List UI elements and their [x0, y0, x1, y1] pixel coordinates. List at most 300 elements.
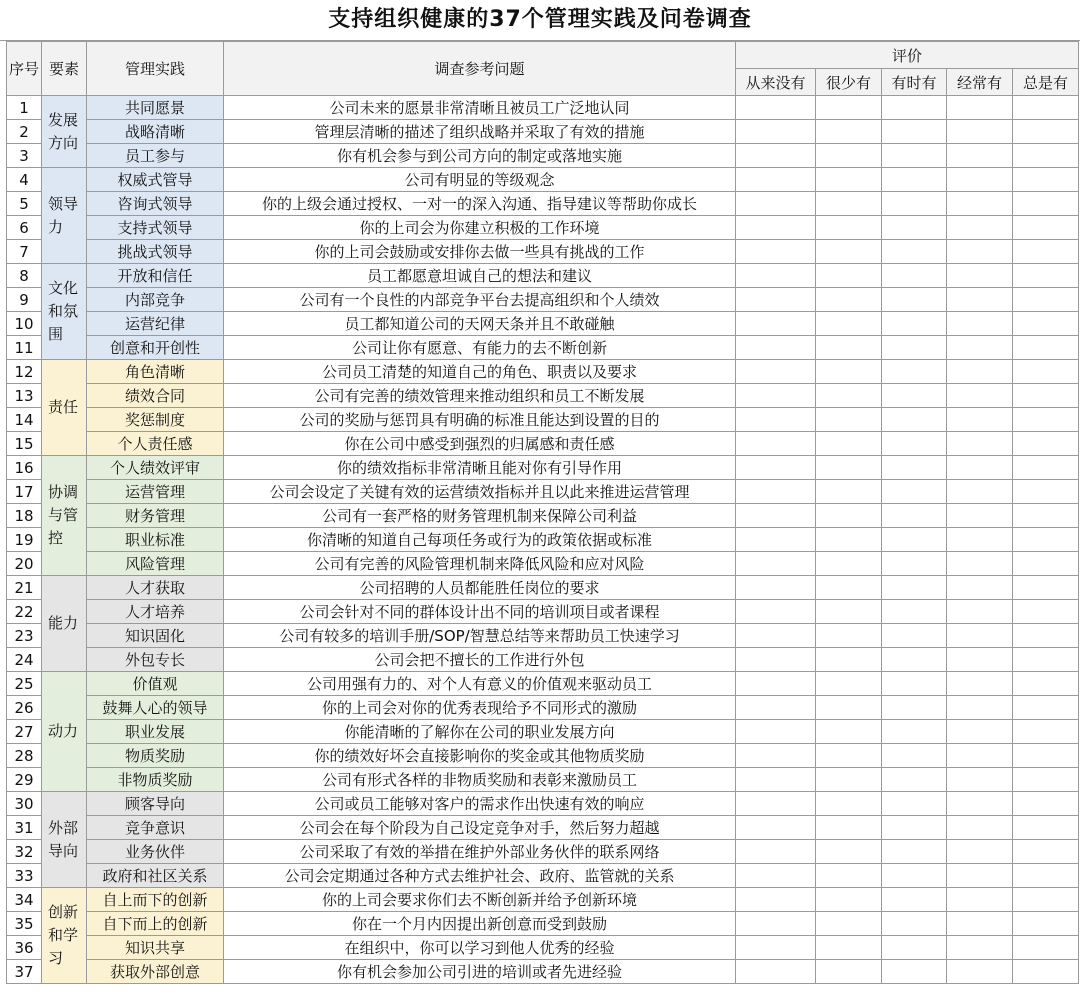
- rating-cell-always[interactable]: [1013, 384, 1079, 408]
- rating-cell-always[interactable]: [1013, 96, 1079, 120]
- rating-cell-never[interactable]: [736, 360, 816, 384]
- rating-cell-always[interactable]: [1013, 312, 1079, 336]
- survey-question: 公司会设定了关键有效的运营绩效指标并且以此来推进运营管理: [224, 480, 736, 504]
- rating-cell-sometimes[interactable]: [882, 240, 947, 264]
- rating-cell-sometimes[interactable]: [882, 720, 947, 744]
- table-row: [7, 720, 1079, 744]
- rating-cell-often[interactable]: [947, 192, 1013, 216]
- row-number: 31: [7, 816, 42, 840]
- rating-cell-sometimes[interactable]: [882, 960, 947, 984]
- row-number: 28: [7, 744, 42, 768]
- header-rating-never: 从来没有: [736, 69, 816, 96]
- header-rating: 评价: [736, 42, 1079, 69]
- rating-cell-always[interactable]: [1013, 792, 1079, 816]
- rating-cell-never[interactable]: [736, 120, 816, 144]
- management-practice: 个人责任感: [87, 432, 224, 456]
- table-row: [7, 288, 1079, 312]
- rating-cell-sometimes[interactable]: [882, 336, 947, 360]
- rating-cell-never[interactable]: [736, 288, 816, 312]
- row-number: 4: [7, 168, 42, 192]
- rating-cell-always[interactable]: [1013, 120, 1079, 144]
- rating-cell-sometimes[interactable]: [882, 456, 947, 480]
- survey-question: 你有机会参与到公司方向的制定或落地实施: [224, 144, 736, 168]
- survey-question: 公司有完善的绩效管理来推动组织和员工不断发展: [224, 384, 736, 408]
- management-practice: 自上而下的创新: [87, 888, 224, 912]
- rating-cell-often[interactable]: [947, 408, 1013, 432]
- row-number: 17: [7, 480, 42, 504]
- rating-cell-never[interactable]: [736, 792, 816, 816]
- row-number: 6: [7, 216, 42, 240]
- rating-cell-never[interactable]: [736, 456, 816, 480]
- rating-cell-sometimes[interactable]: [882, 432, 947, 456]
- rating-cell-always[interactable]: [1013, 696, 1079, 720]
- rating-cell-sometimes[interactable]: [882, 792, 947, 816]
- table-row: [7, 168, 1079, 192]
- management-practice: 外包专长: [87, 648, 224, 672]
- survey-question: 你的上司会对你的优秀表现给予不同形式的激励: [224, 696, 736, 720]
- rating-cell-often[interactable]: [947, 528, 1013, 552]
- rating-cell-often[interactable]: [947, 600, 1013, 624]
- row-number: 8: [7, 264, 42, 288]
- rating-cell-often[interactable]: [947, 432, 1013, 456]
- rating-cell-sometimes[interactable]: [882, 312, 947, 336]
- management-practice: 获取外部创意: [87, 960, 224, 984]
- table-row: [7, 960, 1079, 984]
- management-practice: 绩效合同: [87, 384, 224, 408]
- rating-cell-always[interactable]: [1013, 360, 1079, 384]
- management-practice: 顾客导向: [87, 792, 224, 816]
- rating-cell-never[interactable]: [736, 504, 816, 528]
- rating-cell-sometimes[interactable]: [882, 504, 947, 528]
- rating-cell-never[interactable]: [736, 624, 816, 648]
- survey-question: 公司会定期通过各种方式去维护社会、政府、监管就的关系: [224, 864, 736, 888]
- row-number: 24: [7, 648, 42, 672]
- element-category: 协调与管控: [42, 456, 87, 576]
- rating-cell-rarely[interactable]: [816, 120, 882, 144]
- header-rating-often: 经常有: [947, 69, 1013, 96]
- survey-question: 你的上司会要求你们去不断创新并给予创新环境: [224, 888, 736, 912]
- rating-cell-sometimes[interactable]: [882, 120, 947, 144]
- rating-cell-sometimes[interactable]: [882, 672, 947, 696]
- table-row: [7, 864, 1079, 888]
- row-number: 2: [7, 120, 42, 144]
- rating-cell-often[interactable]: [947, 624, 1013, 648]
- management-practice: 内部竞争: [87, 288, 224, 312]
- survey-question: 在组织中，你可以学习到他人优秀的经验: [224, 936, 736, 960]
- rating-cell-always[interactable]: [1013, 624, 1079, 648]
- rating-cell-often[interactable]: [947, 840, 1013, 864]
- rating-cell-never[interactable]: [736, 264, 816, 288]
- rating-cell-often[interactable]: [947, 120, 1013, 144]
- row-number: 18: [7, 504, 42, 528]
- rating-cell-never[interactable]: [736, 744, 816, 768]
- rating-cell-rarely[interactable]: [816, 432, 882, 456]
- rating-cell-always[interactable]: [1013, 672, 1079, 696]
- rating-cell-rarely[interactable]: [816, 480, 882, 504]
- element-category: 动力: [42, 672, 87, 792]
- rating-cell-always[interactable]: [1013, 288, 1079, 312]
- rating-cell-never[interactable]: [736, 168, 816, 192]
- rating-cell-rarely[interactable]: [816, 912, 882, 936]
- rating-cell-never[interactable]: [736, 96, 816, 120]
- rating-cell-never[interactable]: [736, 552, 816, 576]
- rating-cell-never[interactable]: [736, 720, 816, 744]
- management-practice: 职业发展: [87, 720, 224, 744]
- rating-cell-always[interactable]: [1013, 192, 1079, 216]
- management-practice: 共同愿景: [87, 96, 224, 120]
- rating-cell-sometimes[interactable]: [882, 216, 947, 240]
- survey-question: 你在公司中感受到强烈的归属感和责任感: [224, 432, 736, 456]
- management-practice: 知识固化: [87, 624, 224, 648]
- rating-cell-often[interactable]: [947, 552, 1013, 576]
- rating-cell-always[interactable]: [1013, 912, 1079, 936]
- rating-cell-rarely[interactable]: [816, 840, 882, 864]
- table-row: [7, 312, 1079, 336]
- rating-cell-always[interactable]: [1013, 888, 1079, 912]
- rating-cell-sometimes[interactable]: [882, 96, 947, 120]
- rating-cell-often[interactable]: [947, 672, 1013, 696]
- survey-question: 你能清晰的了解你在公司的职业发展方向: [224, 720, 736, 744]
- rating-cell-always[interactable]: [1013, 456, 1079, 480]
- element-category: 外部导向: [42, 792, 87, 888]
- rating-cell-never[interactable]: [736, 576, 816, 600]
- rating-cell-often[interactable]: [947, 96, 1013, 120]
- rating-cell-rarely[interactable]: [816, 456, 882, 480]
- row-number: 1: [7, 96, 42, 120]
- management-practice: 业务伙伴: [87, 840, 224, 864]
- rating-cell-always[interactable]: [1013, 168, 1079, 192]
- rating-cell-never[interactable]: [736, 600, 816, 624]
- management-practice: 知识共享: [87, 936, 224, 960]
- rating-cell-always[interactable]: [1013, 408, 1079, 432]
- rating-cell-sometimes[interactable]: [882, 744, 947, 768]
- rating-cell-always[interactable]: [1013, 144, 1079, 168]
- rating-cell-never[interactable]: [736, 960, 816, 984]
- rating-cell-sometimes[interactable]: [882, 192, 947, 216]
- rating-cell-always[interactable]: [1013, 840, 1079, 864]
- survey-question: 你在一个月内因提出新创意而受到鼓励: [224, 912, 736, 936]
- table-row: [7, 240, 1079, 264]
- row-number: 29: [7, 768, 42, 792]
- rating-cell-sometimes[interactable]: [882, 888, 947, 912]
- survey-question: 公司的奖励与惩罚具有明确的标准且能达到设置的目的: [224, 408, 736, 432]
- element-category: 创新和学习: [42, 888, 87, 984]
- rating-cell-sometimes[interactable]: [882, 288, 947, 312]
- table-row: [7, 432, 1079, 456]
- rating-cell-sometimes[interactable]: [882, 600, 947, 624]
- row-number: 15: [7, 432, 42, 456]
- rating-cell-often[interactable]: [947, 456, 1013, 480]
- rating-cell-rarely[interactable]: [816, 696, 882, 720]
- header-element: 要素: [42, 42, 87, 96]
- rating-cell-rarely[interactable]: [816, 600, 882, 624]
- rating-cell-rarely[interactable]: [816, 816, 882, 840]
- rating-cell-rarely[interactable]: [816, 264, 882, 288]
- rating-cell-rarely[interactable]: [816, 768, 882, 792]
- rating-cell-rarely[interactable]: [816, 168, 882, 192]
- table-row: [7, 696, 1079, 720]
- row-number: 3: [7, 144, 42, 168]
- page-title: 支持组织健康的37个管理实践及问卷调查: [0, 0, 1080, 41]
- rating-cell-sometimes[interactable]: [882, 576, 947, 600]
- rating-cell-always[interactable]: [1013, 240, 1079, 264]
- rating-cell-often[interactable]: [947, 768, 1013, 792]
- rating-cell-sometimes[interactable]: [882, 936, 947, 960]
- management-practice: 员工参与: [87, 144, 224, 168]
- rating-cell-often[interactable]: [947, 576, 1013, 600]
- rating-cell-sometimes[interactable]: [882, 696, 947, 720]
- rating-cell-rarely[interactable]: [816, 360, 882, 384]
- rating-cell-sometimes[interactable]: [882, 384, 947, 408]
- survey-question: 公司未来的愿景非常清晰且被员工广泛地认同: [224, 96, 736, 120]
- rating-cell-never[interactable]: [736, 192, 816, 216]
- rating-cell-always[interactable]: [1013, 480, 1079, 504]
- table-row: [7, 936, 1079, 960]
- rating-cell-never[interactable]: [736, 768, 816, 792]
- rating-cell-often[interactable]: [947, 936, 1013, 960]
- row-number: 33: [7, 864, 42, 888]
- management-practice: 创意和开创性: [87, 336, 224, 360]
- management-practice: 价值观: [87, 672, 224, 696]
- rating-cell-rarely[interactable]: [816, 312, 882, 336]
- rating-cell-rarely[interactable]: [816, 504, 882, 528]
- rating-cell-never[interactable]: [736, 432, 816, 456]
- rating-cell-often[interactable]: [947, 384, 1013, 408]
- management-practice: 战略清晰: [87, 120, 224, 144]
- rating-cell-often[interactable]: [947, 864, 1013, 888]
- table-row: [7, 744, 1079, 768]
- row-number: 9: [7, 288, 42, 312]
- table-header: [7, 42, 1079, 96]
- rating-cell-never[interactable]: [736, 408, 816, 432]
- header-rating-rarely: 很少有: [816, 69, 882, 96]
- rating-cell-often[interactable]: [947, 264, 1013, 288]
- rating-cell-sometimes[interactable]: [882, 528, 947, 552]
- row-number: 14: [7, 408, 42, 432]
- rating-cell-sometimes[interactable]: [882, 552, 947, 576]
- survey-question: 你的上司会为你建立积极的工作环境: [224, 216, 736, 240]
- rating-cell-rarely[interactable]: [816, 408, 882, 432]
- row-number: 27: [7, 720, 42, 744]
- rating-cell-often[interactable]: [947, 888, 1013, 912]
- rating-cell-often[interactable]: [947, 504, 1013, 528]
- rating-cell-often[interactable]: [947, 960, 1013, 984]
- rating-cell-always[interactable]: [1013, 816, 1079, 840]
- rating-cell-never[interactable]: [736, 312, 816, 336]
- rating-cell-sometimes[interactable]: [882, 864, 947, 888]
- rating-cell-rarely[interactable]: [816, 792, 882, 816]
- rating-cell-rarely[interactable]: [816, 96, 882, 120]
- rating-cell-often[interactable]: [947, 792, 1013, 816]
- rating-cell-always[interactable]: [1013, 552, 1079, 576]
- rating-cell-sometimes[interactable]: [882, 840, 947, 864]
- rating-cell-often[interactable]: [947, 816, 1013, 840]
- management-practice: 职业标准: [87, 528, 224, 552]
- table-row: [7, 600, 1079, 624]
- row-number: 32: [7, 840, 42, 864]
- rating-cell-sometimes[interactable]: [882, 624, 947, 648]
- rating-cell-always[interactable]: [1013, 576, 1079, 600]
- rating-cell-rarely[interactable]: [816, 960, 882, 984]
- rating-cell-sometimes[interactable]: [882, 480, 947, 504]
- rating-cell-never[interactable]: [736, 216, 816, 240]
- table-row: [7, 624, 1079, 648]
- rating-cell-never[interactable]: [736, 864, 816, 888]
- rating-cell-always[interactable]: [1013, 648, 1079, 672]
- rating-cell-never[interactable]: [736, 672, 816, 696]
- rating-cell-often[interactable]: [947, 312, 1013, 336]
- row-number: 22: [7, 600, 42, 624]
- element-category: 文化和氛围: [42, 264, 87, 360]
- rating-cell-rarely[interactable]: [816, 336, 882, 360]
- rating-cell-never[interactable]: [736, 240, 816, 264]
- rating-cell-sometimes[interactable]: [882, 144, 947, 168]
- rating-cell-always[interactable]: [1013, 720, 1079, 744]
- rating-cell-never[interactable]: [736, 696, 816, 720]
- rating-cell-always[interactable]: [1013, 960, 1079, 984]
- rating-cell-rarely[interactable]: [816, 936, 882, 960]
- rating-cell-often[interactable]: [947, 336, 1013, 360]
- rating-cell-never[interactable]: [736, 936, 816, 960]
- rating-cell-always[interactable]: [1013, 744, 1079, 768]
- table-row: [7, 528, 1079, 552]
- row-number: 19: [7, 528, 42, 552]
- rating-cell-rarely[interactable]: [816, 744, 882, 768]
- rating-cell-rarely[interactable]: [816, 384, 882, 408]
- rating-cell-never[interactable]: [736, 840, 816, 864]
- survey-question: 公司招聘的人员都能胜任岗位的要求: [224, 576, 736, 600]
- rating-cell-never[interactable]: [736, 336, 816, 360]
- management-practice: 支持式领导: [87, 216, 224, 240]
- rating-cell-always[interactable]: [1013, 864, 1079, 888]
- rating-cell-rarely[interactable]: [816, 648, 882, 672]
- management-practice: 角色清晰: [87, 360, 224, 384]
- rating-cell-rarely[interactable]: [816, 240, 882, 264]
- rating-cell-often[interactable]: [947, 288, 1013, 312]
- rating-cell-always[interactable]: [1013, 432, 1079, 456]
- rating-cell-rarely[interactable]: [816, 144, 882, 168]
- row-number: 10: [7, 312, 42, 336]
- management-practice: 奖惩制度: [87, 408, 224, 432]
- management-practice: 财务管理: [87, 504, 224, 528]
- rating-cell-often[interactable]: [947, 360, 1013, 384]
- table-row: [7, 408, 1079, 432]
- management-practice: 政府和社区关系: [87, 864, 224, 888]
- rating-cell-sometimes[interactable]: [882, 768, 947, 792]
- table-row: [7, 552, 1079, 576]
- management-practice: 人才培养: [87, 600, 224, 624]
- rating-cell-sometimes[interactable]: [882, 816, 947, 840]
- rating-cell-never[interactable]: [736, 912, 816, 936]
- table-row: [7, 360, 1079, 384]
- survey-question: 公司有一套严格的财务管理机制来保障公司利益: [224, 504, 736, 528]
- rating-cell-always[interactable]: [1013, 768, 1079, 792]
- rating-cell-rarely[interactable]: [816, 216, 882, 240]
- rating-cell-rarely[interactable]: [816, 576, 882, 600]
- management-practice: 权威式管导: [87, 168, 224, 192]
- survey-question: 你的上级会通过授权、一对一的深入沟通、指导建议等帮助你成长: [224, 192, 736, 216]
- rating-cell-rarely[interactable]: [816, 528, 882, 552]
- table-row: [7, 144, 1079, 168]
- rating-cell-rarely[interactable]: [816, 720, 882, 744]
- rating-cell-sometimes[interactable]: [882, 360, 947, 384]
- rating-cell-often[interactable]: [947, 216, 1013, 240]
- row-number: 23: [7, 624, 42, 648]
- rating-cell-rarely[interactable]: [816, 552, 882, 576]
- table-row: [7, 792, 1079, 816]
- rating-cell-never[interactable]: [736, 648, 816, 672]
- rating-cell-rarely[interactable]: [816, 672, 882, 696]
- rating-cell-never[interactable]: [736, 144, 816, 168]
- rating-cell-sometimes[interactable]: [882, 168, 947, 192]
- rating-cell-always[interactable]: [1013, 216, 1079, 240]
- rating-cell-never[interactable]: [736, 528, 816, 552]
- rating-cell-never[interactable]: [736, 480, 816, 504]
- rating-cell-often[interactable]: [947, 912, 1013, 936]
- rating-cell-always[interactable]: [1013, 600, 1079, 624]
- survey-question: 你有机会参加公司引进的培训或者先进经验: [224, 960, 736, 984]
- rating-cell-never[interactable]: [736, 384, 816, 408]
- survey-question: 你清晰的知道自己每项任务或行为的政策依据或标准: [224, 528, 736, 552]
- rating-cell-often[interactable]: [947, 720, 1013, 744]
- header-rating-sometimes: 有时有: [882, 69, 947, 96]
- rating-cell-always[interactable]: [1013, 264, 1079, 288]
- survey-question: 你的绩效指标非常清晰且能对你有引导作用: [224, 456, 736, 480]
- row-number: 11: [7, 336, 42, 360]
- rating-cell-never[interactable]: [736, 816, 816, 840]
- survey-question: 员工都知道公司的天网天条并且不敢碰触: [224, 312, 736, 336]
- rating-cell-always[interactable]: [1013, 336, 1079, 360]
- table-row: [7, 336, 1079, 360]
- row-number: 36: [7, 936, 42, 960]
- rating-cell-never[interactable]: [736, 888, 816, 912]
- rating-cell-rarely[interactable]: [816, 864, 882, 888]
- rating-cell-sometimes[interactable]: [882, 264, 947, 288]
- rating-cell-rarely[interactable]: [816, 288, 882, 312]
- rating-cell-rarely[interactable]: [816, 624, 882, 648]
- table-row: [7, 672, 1079, 696]
- rating-cell-often[interactable]: [947, 648, 1013, 672]
- rating-cell-rarely[interactable]: [816, 192, 882, 216]
- survey-question: 你的上司会鼓励或安排你去做一些具有挑战的工作: [224, 240, 736, 264]
- table-row: [7, 384, 1079, 408]
- rating-cell-sometimes[interactable]: [882, 912, 947, 936]
- row-number: 30: [7, 792, 42, 816]
- survey-question: 公司采取了有效的举措在维护外部业务伙伴的联系网络: [224, 840, 736, 864]
- rating-cell-often[interactable]: [947, 144, 1013, 168]
- row-number: 37: [7, 960, 42, 984]
- management-practice: 人才获取: [87, 576, 224, 600]
- management-practice: 运营管理: [87, 480, 224, 504]
- rating-cell-sometimes[interactable]: [882, 408, 947, 432]
- rating-cell-often[interactable]: [947, 168, 1013, 192]
- rating-cell-often[interactable]: [947, 744, 1013, 768]
- table-row: [7, 648, 1079, 672]
- rating-cell-sometimes[interactable]: [882, 648, 947, 672]
- row-number: 34: [7, 888, 42, 912]
- rating-cell-rarely[interactable]: [816, 888, 882, 912]
- rating-cell-often[interactable]: [947, 480, 1013, 504]
- rating-cell-always[interactable]: [1013, 528, 1079, 552]
- rating-cell-often[interactable]: [947, 240, 1013, 264]
- management-practice: 鼓舞人心的领导: [87, 696, 224, 720]
- survey-question: 公司会在每个阶段为自己设定竞争对手，然后努力超越: [224, 816, 736, 840]
- rating-cell-often[interactable]: [947, 696, 1013, 720]
- survey-question: 公司有形式各样的非物质奖励和表彰来激励员工: [224, 768, 736, 792]
- survey-question: 公司员工清楚的知道自己的角色、职责以及要求: [224, 360, 736, 384]
- rating-cell-always[interactable]: [1013, 936, 1079, 960]
- rating-cell-always[interactable]: [1013, 504, 1079, 528]
